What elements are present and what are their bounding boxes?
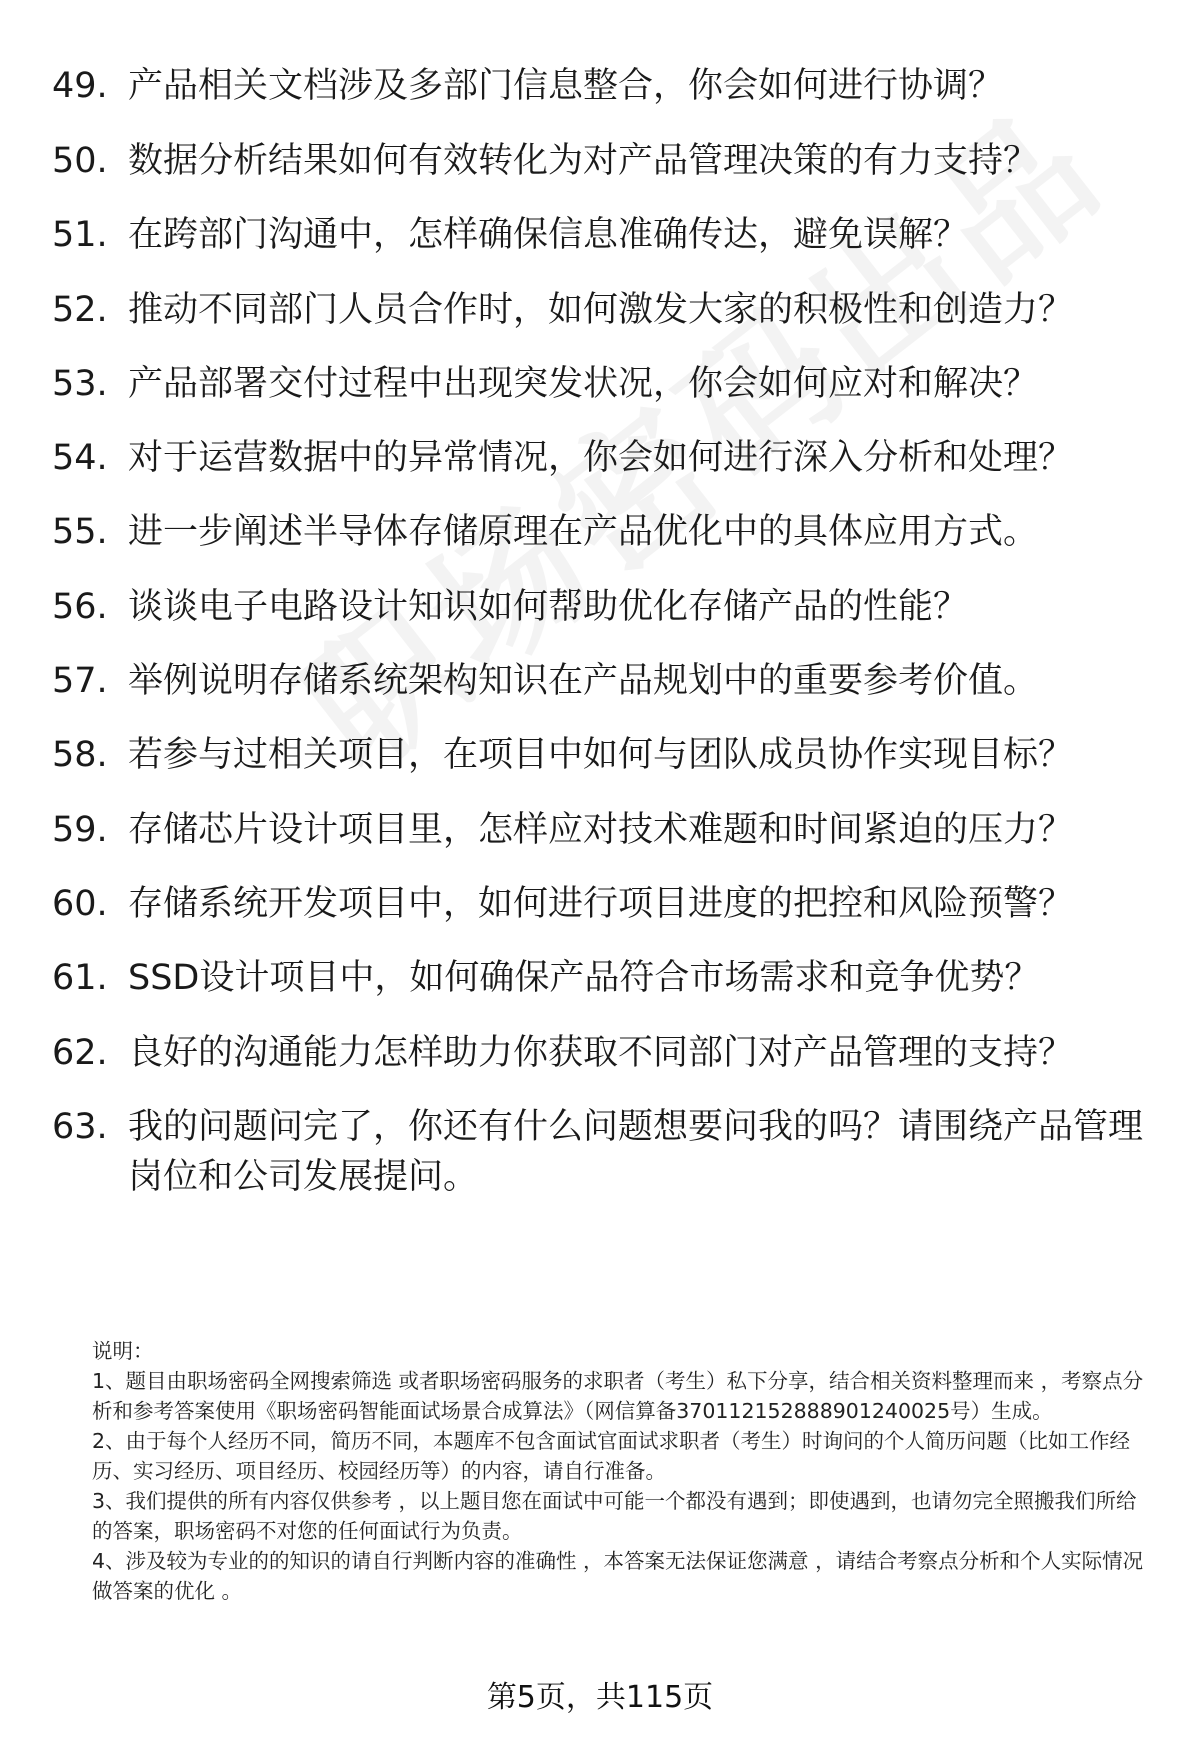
question-number: 62. (52, 1033, 108, 1073)
page-number-footer: 第5页，共115页 (486, 1680, 714, 1715)
question-text: 举例说明存储系统架构知识在产品规划中的重要参考价值。 (128, 661, 1039, 701)
question-item (52, 433, 1152, 483)
question-number: 60. (52, 884, 108, 924)
question-item (52, 656, 1152, 706)
question-text: 若参与过相关项目，在项目中如何与团队成员协作实现目标？ (128, 735, 1074, 775)
question-text: 推动不同部门人员合作时，如何激发大家的积极性和创造力？ (128, 290, 1074, 330)
question-text: 进一步阐述半导体存储原理在产品优化中的具体应用方式。 (128, 512, 1039, 552)
question-number: 51. (52, 215, 108, 255)
note-item: 1、题目由职场密码全网搜索筛选 或者职场密码服务的求职者（考生）私下分享，结合相关资料整理而来 ，考察点分析和参考答案使用《职场密码智能面试场景合成算法》（网信算备370112152888901240025号）生成。 (92, 1369, 1144, 1423)
question-number: 57. (52, 661, 108, 701)
question-item (52, 730, 1152, 780)
note-item: 4、涉及较为专业的的知识的请自行判断内容的准确性 ，本答案无法保证您满意 ，请结合考察点分析和个人实际情况做答案的优化 。 (92, 1549, 1144, 1603)
question-item (52, 136, 1152, 186)
question-number: 63. (52, 1107, 108, 1147)
question-item (52, 582, 1152, 632)
question-item (52, 359, 1152, 409)
question-number: 55. (52, 512, 108, 552)
question-number: 59. (52, 810, 108, 850)
question-text: 存储系统开发项目中，如何进行项目进度的把控和风险预警？ (128, 884, 1074, 924)
question-number: 53. (52, 364, 108, 404)
question-number: 54. (52, 438, 108, 478)
question-text: 良好的沟通能力怎样助力你获取不同部门对产品管理的支持？ (128, 1033, 1074, 1073)
question-item (52, 879, 1152, 929)
question-item (52, 1102, 1152, 1202)
question-text: 产品部署交付过程中出现突发状况，你会如何应对和解决？ (128, 364, 1039, 404)
question-item (52, 805, 1152, 855)
question-number: 52. (52, 290, 108, 330)
notes-section (92, 1336, 1152, 1606)
question-item (52, 953, 1152, 1003)
note-item: 2、由于每个人经历不同，简历不同，本题库不包含面试官面试求职者（考生）时询问的个人简历问题（比如工作经历、实习经历、项目经历、校园经历等）的内容，请自行准备。 (92, 1429, 1131, 1483)
question-item (52, 285, 1152, 335)
question-item (52, 210, 1152, 260)
question-text: 我的问题问完了，你还有什么问题想要问我的吗？请围绕产品管理岗位和公司发展提问。 (128, 1107, 1144, 1197)
note-item: 3、我们提供的所有内容仅供参考 ，以上题目您在面试中可能一个都没有遇到；即使遇到，也请勿完全照搬我们所给的答案，职场密码不对您的任何面试行为负责。 (92, 1489, 1137, 1543)
question-item (52, 507, 1152, 557)
question-number: 49. (52, 66, 108, 106)
question-number: 58. (52, 735, 108, 775)
question-text: 在跨部门沟通中，怎样确保信息准确传达，避免误解？ (128, 215, 969, 255)
question-item (52, 61, 1152, 111)
question-number: 56. (52, 587, 108, 627)
question-text: 产品相关文档涉及多部门信息整合，你会如何进行协调？ (128, 66, 1004, 106)
question-text: 对于运营数据中的异常情况，你会如何进行深入分析和处理？ (128, 438, 1074, 478)
question-text: SSD设计项目中，如何确保产品符合市场需求和竞争优势？ (128, 958, 1040, 998)
question-number: 61. (52, 958, 108, 998)
notes-heading: 说明： (92, 1339, 154, 1363)
question-item (52, 1028, 1152, 1078)
question-text: 存储芯片设计项目里，怎样应对技术难题和时间紧迫的压力？ (128, 810, 1074, 850)
question-number: 50. (52, 141, 108, 181)
question-text: 数据分析结果如何有效转化为对产品管理决策的有力支持？ (128, 141, 1039, 181)
question-text: 谈谈电子电路设计知识如何帮助优化存储产品的性能？ (128, 587, 969, 627)
